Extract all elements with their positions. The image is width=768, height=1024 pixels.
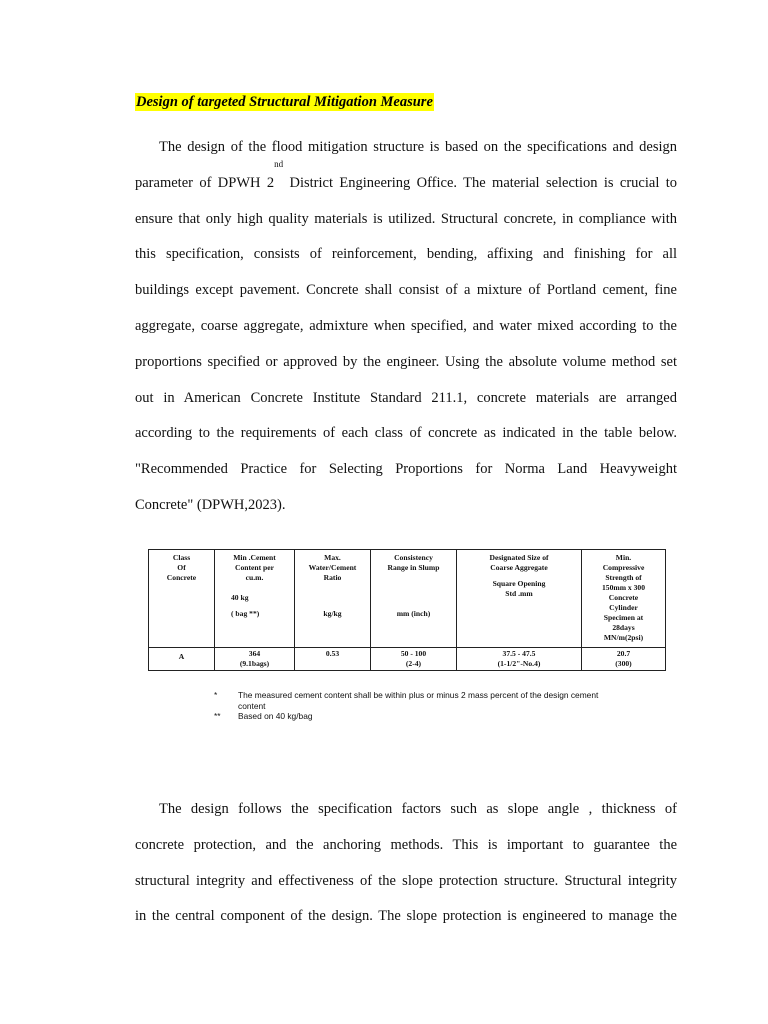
paragraph-line: Concrete" (DPWH,2023).: [135, 496, 286, 513]
cell-cement-content: 364 (9.1bags): [215, 648, 295, 671]
table-footnotes: [214, 690, 614, 722]
paragraph-line: structural integrity and effectiveness of the slope protection structure. Structural integrity: [135, 872, 677, 889]
paragraph-line: concrete protection, and the anchoring methods. This is important to guarantee the: [135, 836, 677, 853]
paragraph-line: buildings except pavement. Concrete shall consist of a mixture of Portland cement, fine: [135, 282, 677, 299]
paragraph-line: "Recommended Practice for Selecting Proportions for Norma Land Heavyweight: [135, 461, 677, 478]
footnote-mark: *: [214, 690, 218, 700]
paragraph-line: according to the requirements of each class of concrete as indicated in the table below.: [135, 425, 677, 442]
cell-compressive-strength: 20.7 (300): [582, 648, 666, 671]
paragraph-line: The design follows the specification factors such as slope angle , thickness of: [159, 801, 677, 817]
line-prefix: parameter of DPWH 2: [135, 174, 275, 191]
paragraph-line: aggregate, coarse aggregate, admixture when specified, and water mixed according to the: [135, 317, 677, 334]
paragraph-line: this specification, consists of reinforcement, bending, affixing and finishing for all: [135, 246, 677, 263]
paragraph-line: in the central component of the design. The slope protection is engineered to manage the: [135, 908, 677, 925]
paragraph-line: proportions specified or approved by the engineer. Using the absolute volume method set: [135, 353, 677, 370]
cell-slump-range: 50 - 100 (2-4): [371, 648, 457, 671]
paragraph-design-specification: [135, 130, 677, 524]
header-consistency-range: Consistency Range in Slump mm (inch): [371, 550, 457, 648]
paragraph-line: out in American Concrete Institute Standard 211.1, concrete materials are arranged: [135, 389, 677, 406]
ordinal-superscript: nd: [274, 158, 284, 169]
cell-aggregate-size: 37.5 - 47.5 (1-1/2"-No.4): [457, 648, 582, 671]
footnote-mark: **: [214, 711, 221, 721]
paragraph-design-factors: [135, 792, 677, 935]
header-min-cement-content: Min .Cement Content per cu.m. 40 kg ( bag **): [215, 550, 295, 648]
section-heading: Design of targeted Structural Mitigation Measure: [136, 94, 433, 110]
table-row: [149, 648, 666, 671]
paragraph-line: [135, 158, 678, 202]
footnote: [214, 711, 614, 722]
footnote-text: Based on 40 kg/bag: [238, 711, 313, 721]
footnote-text: The measured cement content shall be within plus or minus 2 mass percent of the design cement content: [238, 690, 599, 711]
cell-class: A: [149, 648, 215, 671]
paragraph-line: The design of the flood mitigation structure is based on the specifications and design: [159, 139, 677, 155]
header-compressive-strength: Min. Compressive Strength of 150mm x 300 Concrete Cylinder Specimen at 28days MN/m(2psi): [582, 550, 666, 648]
table-header-row: [149, 550, 666, 648]
header-coarse-aggregate-size: Designated Size of Coarse Aggregate Square Opening Std .mm: [457, 550, 582, 648]
footnote: [214, 690, 614, 711]
header-max-water-cement-ratio: Max. Water/Cement Ratio kg/kg: [295, 550, 371, 648]
header-class-of-concrete: Class Of Concrete: [149, 550, 215, 648]
paragraph-line: ensure that only high quality materials is utilized. Structural concrete, in compliance with: [135, 210, 677, 227]
concrete-class-table: [148, 549, 666, 671]
line-rest: District Engineering Office. The material selection is crucial to: [289, 174, 678, 191]
cell-water-cement-ratio: 0.53: [295, 648, 371, 671]
